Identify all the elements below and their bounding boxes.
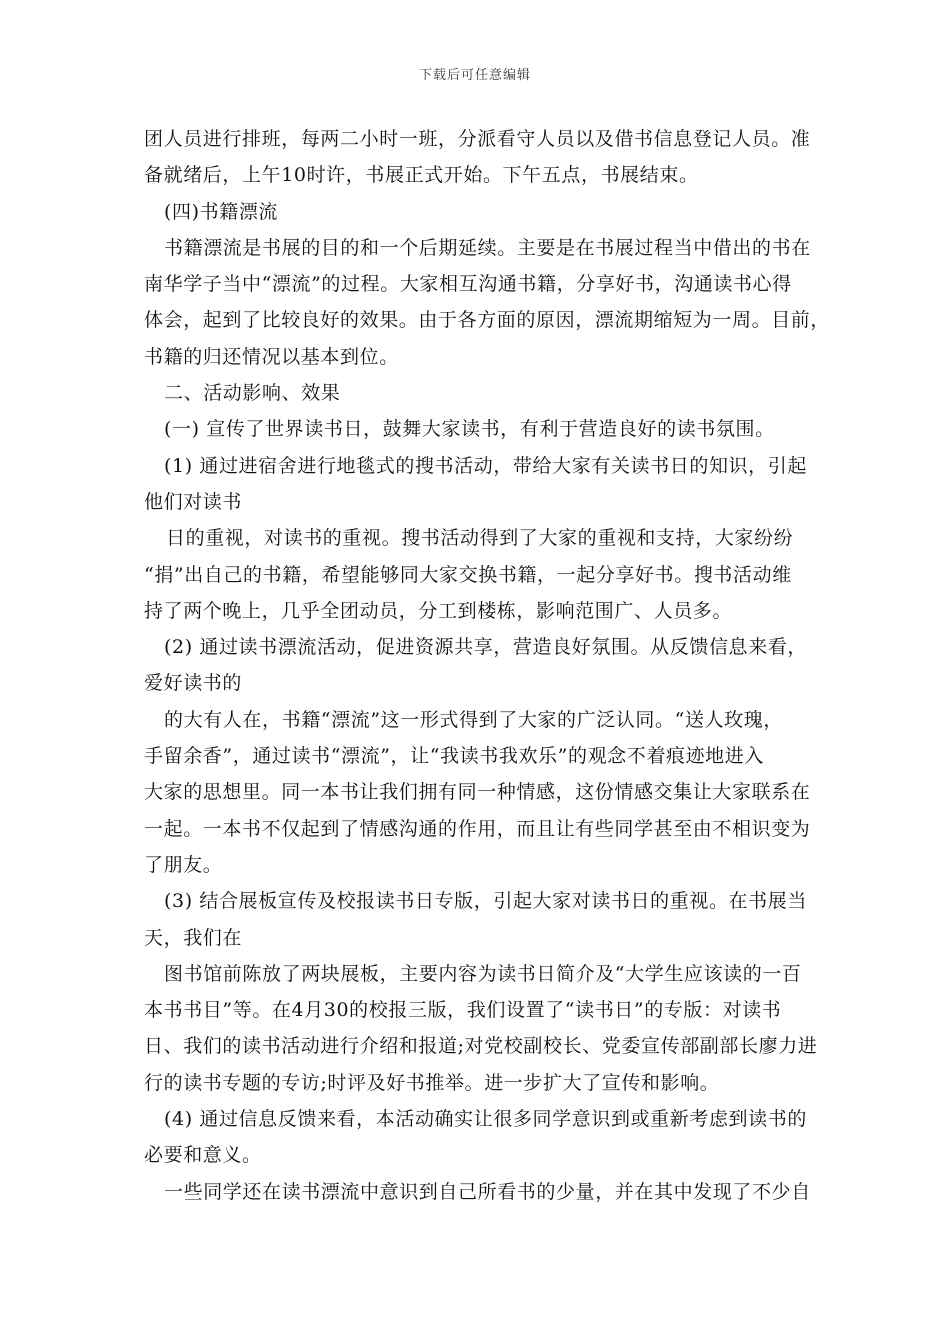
text-line: 一起。一本书不仅起到了情感沟通的作用，而且让有些同学甚至由不相识变为 [144, 817, 811, 840]
text-line: “捐”出自己的书籍，希望能够同大家交换书籍，一起分享好书。搜书活动维 [144, 563, 792, 586]
text-line: 天，我们在 [144, 926, 243, 949]
text-line: 手留余香”，通过读书“漂流”，让“我读书我欢乐”的观念不着痕迹地进入 [144, 745, 764, 768]
section-heading: 二、活动影响、效果 [164, 382, 341, 405]
text-line: 行的读书专题的专访;时评及好书推举。进一步扩大了宣传和影响。 [144, 1071, 720, 1094]
text-line: 团人员进行排班，每两二小时一班，分派看守人员以及借书信息登记人员。准 [144, 128, 811, 150]
text-line: 他们对读书 [144, 490, 243, 513]
text-line: 书籍漂流是书展的目的和一个后期延续。主要是在书展过程当中借出的书在 [164, 236, 811, 259]
text-line: 日、我们的读书活动进行介绍和报道;对党校副校长、党委宣传部副部长廖力进 [144, 1035, 818, 1058]
document-body [144, 121, 831, 1210]
text-line: 大家的思想里。同一本书让我们拥有同一种情感，这份情感交集让大家联系在 [144, 781, 811, 804]
text-line: 书籍的归还情况以基本到位。 [144, 345, 399, 368]
text-line: 体会，起到了比较良好的效果。由于各方面的原因，漂流期缩短为一周。目前， [144, 309, 831, 332]
text-line: (2) 通过读书漂流活动，促进资源共享，营造良好氛围。从反馈信息来看， [164, 636, 807, 659]
text-line: (1) 通过进宿舍进行地毯式的搜书活动，带给大家有关读书日的知识，引起 [164, 454, 807, 477]
text-line: 图书馆前陈放了两块展板，主要内容为读书日简介及“大学生应该读的一百 [164, 962, 802, 985]
text-line: 备就绪后，上午10时许，书展正式开始。下午五点，书展结束。 [144, 164, 699, 187]
text-line: 持了两个晚上，几乎全团动员，分工到楼栋，影响范围广、人员多。 [144, 599, 733, 622]
text-line: (一) 宣传了世界读书日，鼓舞大家读书，有利于营造良好的读书氛围。 [164, 418, 775, 441]
page-header: 下载后可任意编辑 [418, 68, 531, 83]
text-line: 爱好读书的 [144, 672, 243, 695]
section-heading: (四)书籍漂流 [164, 200, 279, 223]
text-line: 南华学子当中“漂流”的过程。大家相互沟通书籍，分享好书，沟通读书心得 [144, 273, 792, 296]
text-line: 日的重视，对读书的重视。搜书活动得到了大家的重视和支持，大家纷纷 [166, 527, 794, 550]
text-line: 一些同学还在读书漂流中意识到自己所看书的少量，并在其中发现了不少自 [164, 1180, 811, 1203]
text-line: 的大有人在，书籍“漂流”这一形式得到了大家的广泛认同。“送人玫瑰， [164, 708, 783, 731]
text-line: (3) 结合展板宣传及校报读书日专版，引起大家对读书日的重视。在书展当 [164, 890, 807, 913]
text-line: 必要和意义。 [144, 1144, 262, 1167]
text-line: 本书书目”等。在4月30的校报三版，我们设置了“读书日”的专版：对读书 [144, 999, 782, 1022]
text-line: (4) 通过信息反馈来看，本活动确实让很多同学意识到或重新考虑到读书的 [164, 1108, 807, 1131]
text-line: 了朋友。 [144, 853, 223, 876]
